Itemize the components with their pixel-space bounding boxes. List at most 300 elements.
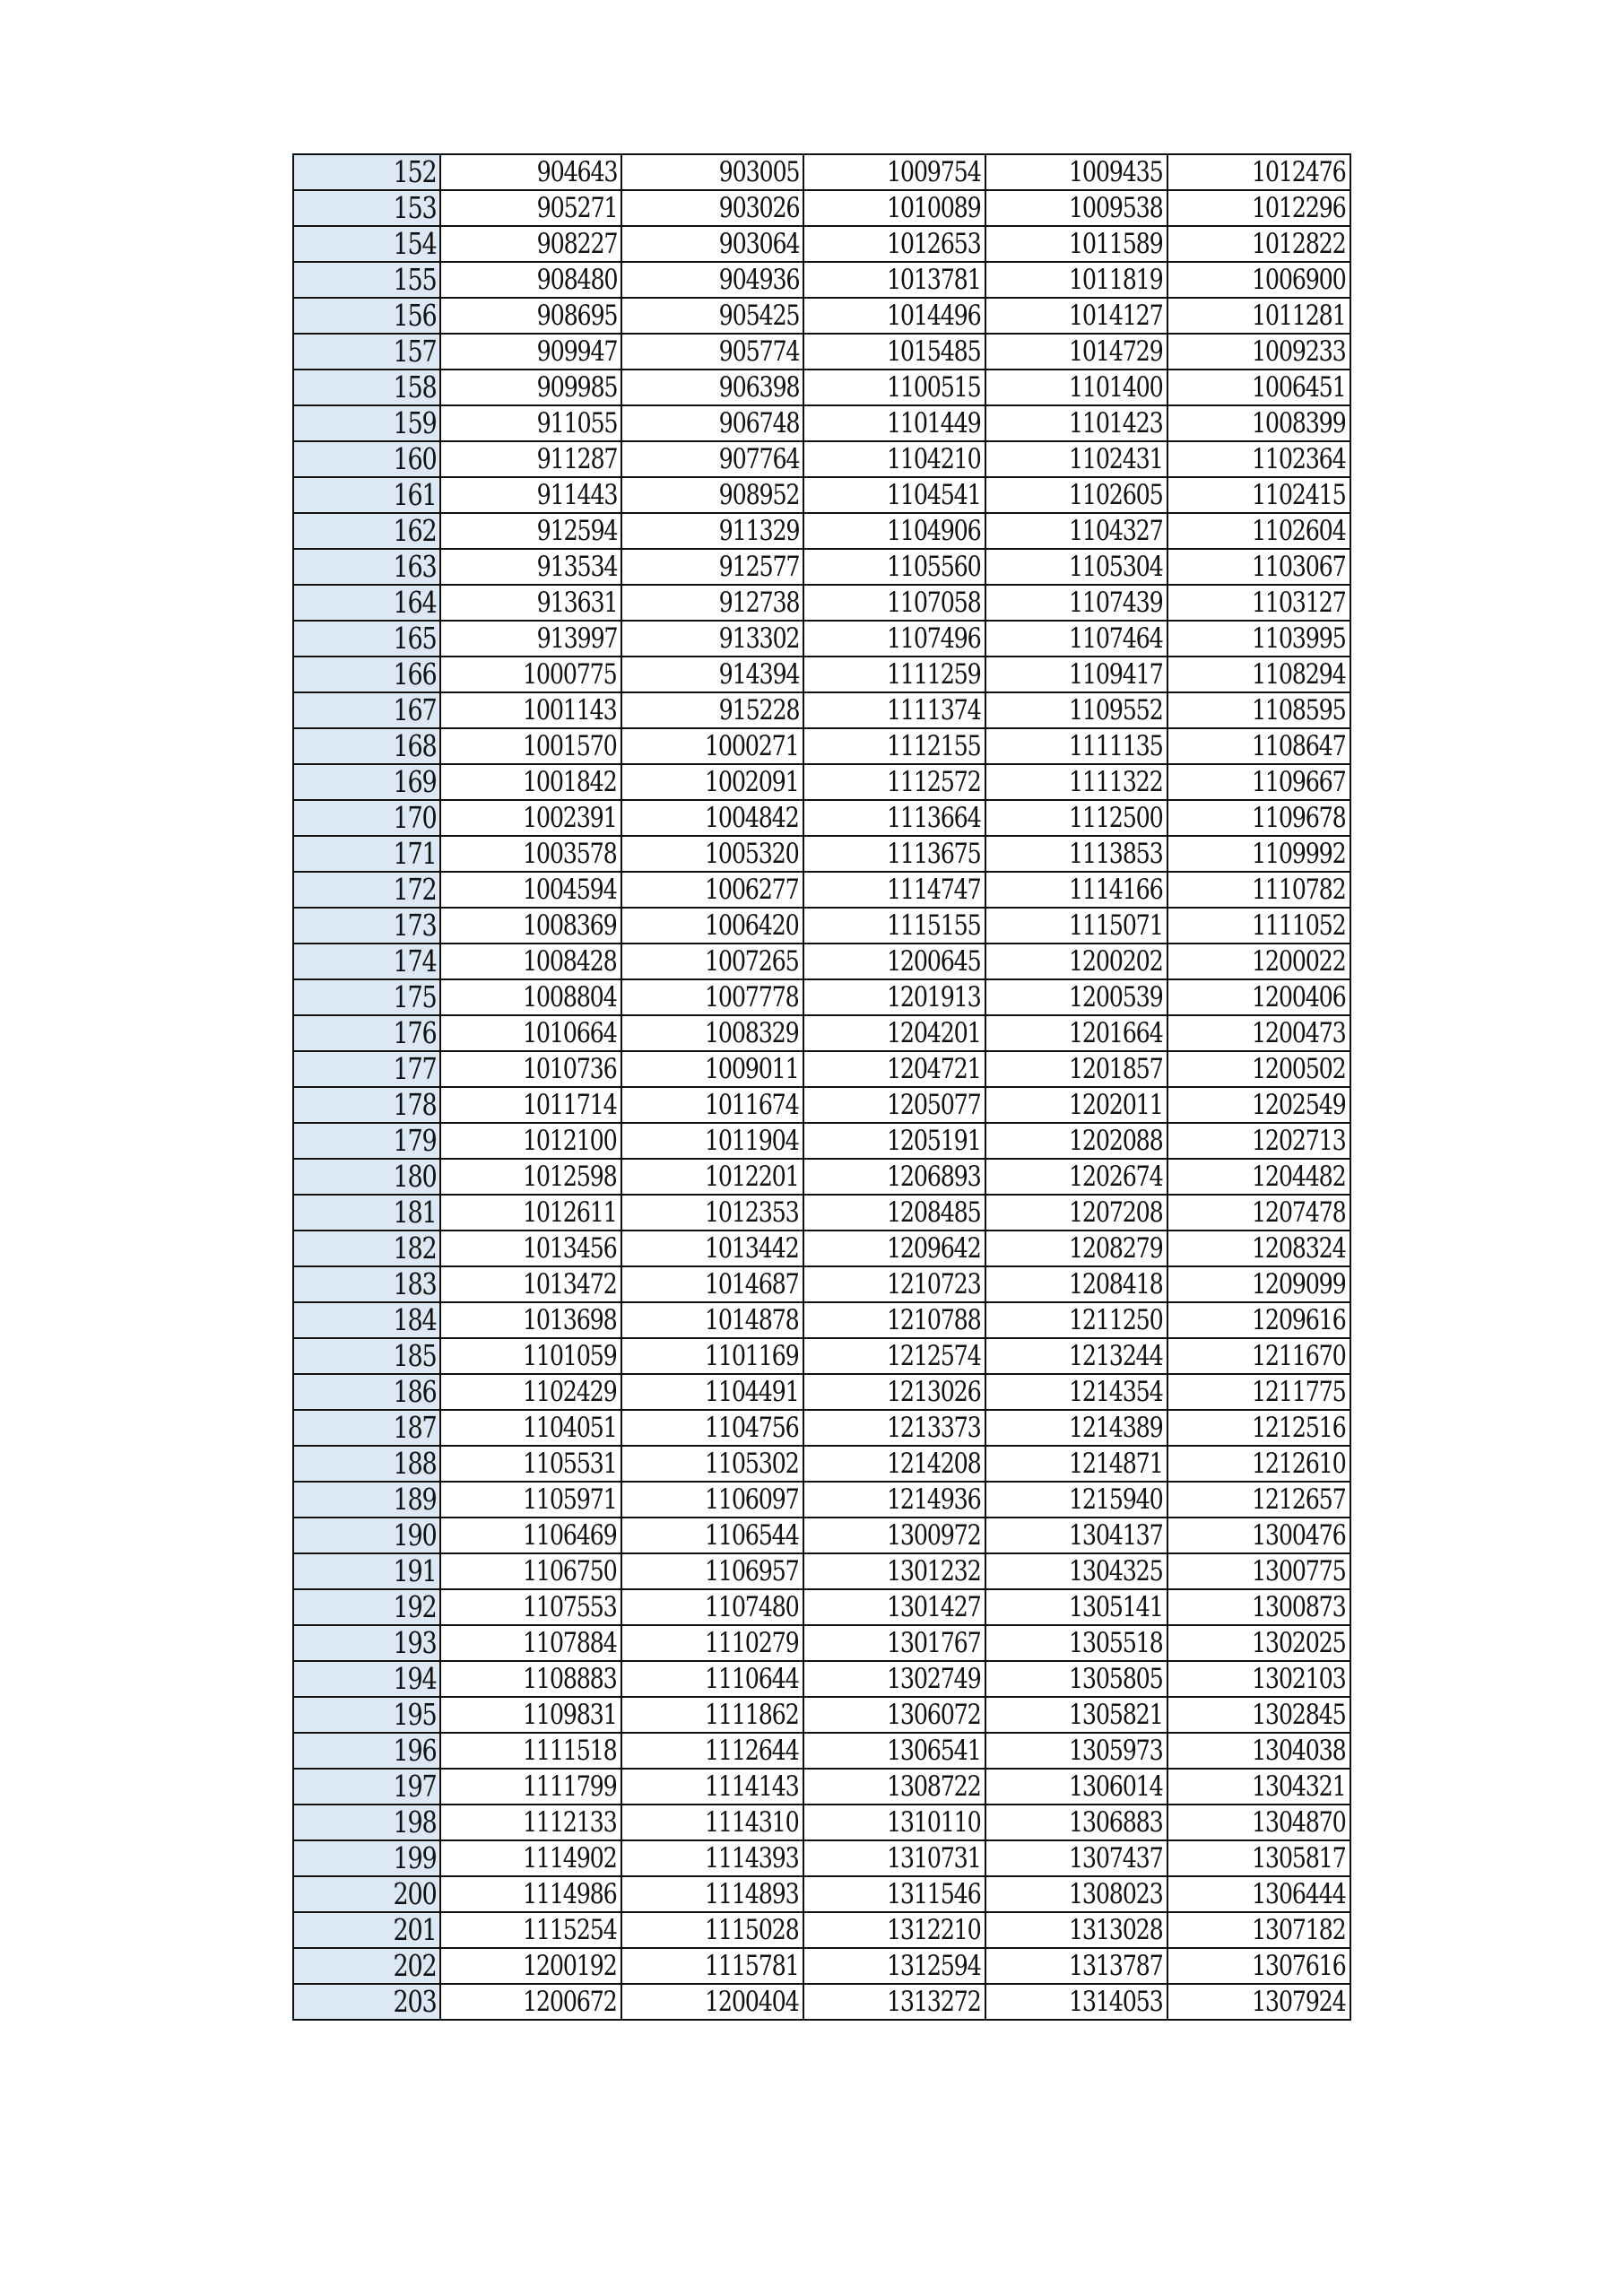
cell-value: 1101423 [1069,407,1163,439]
value-cell [621,477,803,513]
value-cell [621,1015,803,1051]
cell-value: 1104327 [1069,515,1163,547]
cell-value: 1208279 [1069,1232,1163,1265]
value-cell [1167,1231,1350,1266]
value-cell [1167,1840,1350,1876]
table-row [293,370,1350,405]
value-cell [803,298,985,334]
value-cell [440,1984,621,2020]
value-cell [440,1697,621,1733]
value-cell [1167,1697,1350,1733]
cell-value: 1213026 [887,1376,981,1408]
value-cell [440,477,621,513]
cell-value: 1300775 [1252,1555,1346,1587]
row-number-cell [293,154,440,190]
cell-value: 915228 [718,694,799,726]
value-cell [1167,1589,1350,1625]
value-cell [1167,1805,1350,1840]
value-cell [985,334,1167,370]
value-cell [621,1302,803,1338]
row-number: 196 [393,1733,436,1768]
row-number-cell [293,728,440,764]
cell-value: 1011281 [1252,300,1346,332]
cell-value: 1000271 [705,730,799,762]
cell-value: 1004594 [523,874,617,906]
cell-value: 1300873 [1252,1591,1346,1623]
cell-value: 1106097 [705,1483,799,1516]
cell-value: 908480 [536,264,617,296]
cell-value: 1007265 [705,945,799,978]
table-row [293,154,1350,190]
value-cell [1167,262,1350,298]
value-cell [1167,908,1350,944]
row-number-cell [293,1625,440,1661]
value-cell [621,1482,803,1518]
cell-value: 1104756 [705,1412,799,1444]
value-cell [985,1661,1167,1697]
value-cell [621,585,803,621]
row-number: 152 [393,154,436,189]
value-cell [985,1912,1167,1948]
cell-value: 1302749 [887,1663,981,1695]
row-number-cell [293,1661,440,1697]
value-cell [985,1266,1167,1302]
cell-value: 1204201 [887,1017,981,1049]
row-number: 171 [393,836,436,871]
cell-value: 1202088 [1069,1125,1163,1157]
value-cell [1167,1195,1350,1231]
cell-value: 1106469 [523,1519,617,1552]
cell-value: 1012476 [1252,156,1346,188]
value-cell [1167,1984,1350,2020]
cell-value: 1314053 [1069,1986,1163,2018]
row-number-cell [293,1159,440,1195]
cell-value: 1009011 [705,1053,799,1085]
table-row [293,944,1350,979]
value-cell [621,1266,803,1302]
value-cell [1167,405,1350,441]
value-cell [1167,1948,1350,1984]
value-cell [985,1697,1167,1733]
value-cell [803,1051,985,1087]
cell-value: 1009538 [1069,192,1163,224]
table-row [293,298,1350,334]
cell-value: 909947 [536,335,617,368]
row-number: 157 [393,334,436,369]
cell-value: 1100515 [887,371,981,404]
value-cell [803,1625,985,1661]
value-cell [985,1482,1167,1518]
cell-value: 1012653 [887,228,981,260]
value-cell [985,1374,1167,1410]
cell-value: 1102604 [1252,515,1346,547]
cell-value: 1112644 [705,1735,799,1767]
value-cell [440,728,621,764]
cell-value: 1006277 [705,874,799,906]
value-cell [803,1338,985,1374]
cell-value: 1200404 [705,1986,799,2018]
row-number: 172 [393,872,436,907]
value-cell [621,1231,803,1266]
cell-value: 1201857 [1069,1053,1163,1085]
row-number: 192 [393,1589,436,1624]
cell-value: 1304870 [1252,1806,1346,1839]
value-cell [621,549,803,585]
value-cell [803,154,985,190]
row-number: 155 [393,262,436,297]
cell-value: 1110279 [705,1627,799,1659]
value-cell [803,477,985,513]
value-cell [985,226,1167,262]
value-cell [985,944,1167,979]
cell-value: 1109678 [1252,802,1346,834]
value-cell [803,513,985,549]
table-row [293,1518,1350,1553]
value-cell [621,1087,803,1123]
value-cell [803,944,985,979]
cell-value: 1313787 [1069,1950,1163,1982]
cell-value: 1111259 [887,658,981,691]
value-cell [985,836,1167,872]
cell-value: 1101169 [705,1340,799,1372]
cell-value: 1200202 [1069,945,1163,978]
value-cell [985,1805,1167,1840]
cell-value: 906398 [718,371,799,404]
cell-value: 1015485 [887,335,981,368]
value-cell [1167,1661,1350,1697]
value-cell [985,585,1167,621]
value-cell [803,1374,985,1410]
value-cell [440,1840,621,1876]
cell-value: 1107058 [887,587,981,619]
value-cell [1167,226,1350,262]
cell-value: 1104051 [523,1412,617,1444]
row-number: 153 [393,190,436,225]
cell-value: 1111518 [523,1735,617,1767]
cell-value: 1113664 [887,802,981,834]
value-cell [985,1051,1167,1087]
cell-value: 1101449 [887,407,981,439]
table-row [293,1446,1350,1482]
table-row [293,1840,1350,1876]
cell-value: 1105531 [523,1448,617,1480]
cell-value: 906748 [718,407,799,439]
cell-value: 1107439 [1069,587,1163,619]
cell-value: 1205191 [887,1125,981,1157]
row-number-cell [293,1805,440,1840]
cell-value: 1111799 [523,1770,617,1803]
value-cell [1167,1123,1350,1159]
cell-value: 903064 [718,228,799,260]
row-number-cell [293,1912,440,1948]
row-number-cell [293,585,440,621]
row-number: 185 [393,1338,436,1373]
cell-value: 1114143 [705,1770,799,1803]
table-row [293,800,1350,836]
table-row [293,1912,1350,1948]
cell-value: 1301232 [887,1555,981,1587]
value-cell [803,764,985,800]
row-number: 191 [393,1553,436,1588]
row-number-cell [293,262,440,298]
value-cell [440,1876,621,1912]
cell-value: 1012100 [523,1125,617,1157]
table-row [293,441,1350,477]
cell-value: 905774 [718,335,799,368]
row-number: 164 [393,585,436,620]
row-number: 167 [393,692,436,727]
table-row [293,585,1350,621]
cell-value: 1014127 [1069,300,1163,332]
value-cell [621,441,803,477]
value-cell [803,908,985,944]
row-number-cell [293,190,440,226]
row-number-cell [293,334,440,370]
value-cell [985,370,1167,405]
table-row [293,1231,1350,1266]
cell-value: 1200502 [1252,1053,1346,1085]
cell-value: 1104491 [705,1376,799,1408]
cell-value: 1010736 [523,1053,617,1085]
cell-value: 1202011 [1069,1089,1163,1121]
row-number-cell [293,513,440,549]
value-cell [803,441,985,477]
value-cell [985,621,1167,657]
row-number: 184 [393,1302,436,1337]
cell-value: 1305973 [1069,1735,1163,1767]
row-number-cell [293,441,440,477]
value-cell [621,154,803,190]
value-cell [440,549,621,585]
value-cell [440,298,621,334]
value-cell [803,728,985,764]
value-cell [1167,1015,1350,1051]
row-number: 183 [393,1266,436,1301]
row-number: 165 [393,621,436,656]
table-row [293,1589,1350,1625]
value-cell [621,226,803,262]
cell-value: 1306883 [1069,1806,1163,1839]
table-row [293,1553,1350,1589]
value-cell [985,477,1167,513]
row-number-cell [293,1410,440,1446]
value-cell [440,1302,621,1338]
value-cell [803,1553,985,1589]
table-row [293,1195,1350,1231]
cell-value: 913534 [536,551,617,583]
value-cell [803,1195,985,1231]
row-number-cell [293,1589,440,1625]
cell-value: 1113853 [1069,838,1163,870]
value-cell [621,692,803,728]
value-cell [803,1661,985,1697]
cell-value: 1308722 [887,1770,981,1803]
cell-value: 1307182 [1252,1914,1346,1946]
row-number-cell [293,1518,440,1553]
value-cell [1167,621,1350,657]
value-cell [985,1518,1167,1553]
cell-value: 1214208 [887,1448,981,1480]
row-number-cell [293,1840,440,1876]
cell-value: 1108883 [523,1663,617,1695]
row-number: 173 [393,908,436,943]
cell-value: 1013456 [523,1232,617,1265]
cell-value: 1102431 [1069,443,1163,475]
cell-value: 1107480 [705,1591,799,1623]
cell-value: 1115781 [705,1950,799,1982]
row-number: 200 [393,1876,436,1911]
cell-value: 1111322 [1069,766,1163,798]
cell-value: 1013781 [887,264,981,296]
cell-value: 1212516 [1252,1412,1346,1444]
table-row [293,1984,1350,2020]
value-cell [621,1553,803,1589]
value-cell [1167,585,1350,621]
table-row [293,1410,1350,1446]
cell-value: 1211670 [1252,1340,1346,1372]
cell-value: 1301767 [887,1627,981,1659]
cell-value: 1202713 [1252,1125,1346,1157]
cell-value: 1114166 [1069,874,1163,906]
value-cell [440,1661,621,1697]
value-cell [440,944,621,979]
value-cell [621,1840,803,1876]
row-number: 174 [393,944,436,978]
cell-value: 1112133 [523,1806,617,1839]
cell-value: 1006900 [1252,264,1346,296]
cell-value: 1204482 [1252,1161,1346,1193]
value-cell [1167,549,1350,585]
cell-value: 1308023 [1069,1878,1163,1910]
row-number-cell [293,800,440,836]
value-cell [621,405,803,441]
table-row [293,657,1350,692]
row-number-cell [293,979,440,1015]
cell-value: 1302025 [1252,1627,1346,1659]
table-row [293,405,1350,441]
value-cell [440,1733,621,1769]
cell-value: 1313028 [1069,1914,1163,1946]
value-cell [803,800,985,836]
row-number: 168 [393,728,436,763]
cell-value: 1200192 [523,1950,617,1982]
table-row [293,1338,1350,1374]
row-number-cell [293,1876,440,1912]
row-number: 160 [393,441,436,476]
value-cell [621,836,803,872]
cell-value: 1009435 [1069,156,1163,188]
value-cell [803,1410,985,1446]
value-cell [803,1948,985,1984]
row-number-cell [293,370,440,405]
row-number-cell [293,477,440,513]
cell-value: 1001570 [523,730,617,762]
value-cell [440,979,621,1015]
table-row [293,1733,1350,1769]
row-number: 177 [393,1051,436,1086]
value-cell [803,1769,985,1805]
value-cell [985,298,1167,334]
cell-value: 904643 [536,156,617,188]
value-cell [985,728,1167,764]
value-cell [440,1518,621,1553]
table-row [293,872,1350,908]
cell-value: 1014878 [705,1304,799,1336]
cell-value: 1212574 [887,1340,981,1372]
value-cell [621,1912,803,1948]
value-cell [985,1769,1167,1805]
value-cell [1167,979,1350,1015]
value-cell [440,334,621,370]
value-cell [985,1840,1167,1876]
cell-value: 1011904 [705,1125,799,1157]
cell-value: 1312210 [887,1914,981,1946]
value-cell [1167,370,1350,405]
value-cell [621,1697,803,1733]
cell-value: 1013442 [705,1232,799,1265]
cell-value: 1306072 [887,1699,981,1731]
table-row [293,692,1350,728]
value-cell [1167,1410,1350,1446]
cell-value: 1304325 [1069,1555,1163,1587]
value-cell [803,1087,985,1123]
table-row [293,1087,1350,1123]
value-cell [985,1302,1167,1338]
row-number-cell [293,1697,440,1733]
value-cell [803,1912,985,1948]
data-table [292,153,1351,2021]
value-cell [621,370,803,405]
cell-value: 1306014 [1069,1770,1163,1803]
table-row [293,1805,1350,1840]
cell-value: 1207208 [1069,1196,1163,1229]
value-cell [621,262,803,298]
row-number-cell [293,405,440,441]
cell-value: 912594 [536,515,617,547]
row-number: 188 [393,1446,436,1481]
cell-value: 1310110 [887,1806,981,1839]
value-cell [803,836,985,872]
cell-value: 1105560 [887,551,981,583]
cell-value: 1008369 [523,909,617,942]
value-cell [985,764,1167,800]
value-cell [985,1159,1167,1195]
row-number-cell [293,836,440,872]
value-cell [1167,1338,1350,1374]
cell-value: 1001842 [523,766,617,798]
value-cell [985,908,1167,944]
cell-value: 1304321 [1252,1770,1346,1803]
value-cell [803,1697,985,1733]
value-cell [803,585,985,621]
cell-value: 1107553 [523,1591,617,1623]
row-number-cell [293,1015,440,1051]
row-number: 166 [393,657,436,691]
cell-value: 1002091 [705,766,799,798]
row-number-cell [293,1266,440,1302]
value-cell [440,585,621,621]
value-cell [803,1733,985,1769]
value-cell [621,1661,803,1697]
cell-value: 1213244 [1069,1340,1163,1372]
cell-value: 1113675 [887,838,981,870]
cell-value: 1011589 [1069,228,1163,260]
row-number-cell [293,1302,440,1338]
cell-value: 1109831 [523,1699,617,1731]
cell-value: 1208418 [1069,1268,1163,1300]
row-number: 154 [393,226,436,261]
cell-value: 1108294 [1252,658,1346,691]
